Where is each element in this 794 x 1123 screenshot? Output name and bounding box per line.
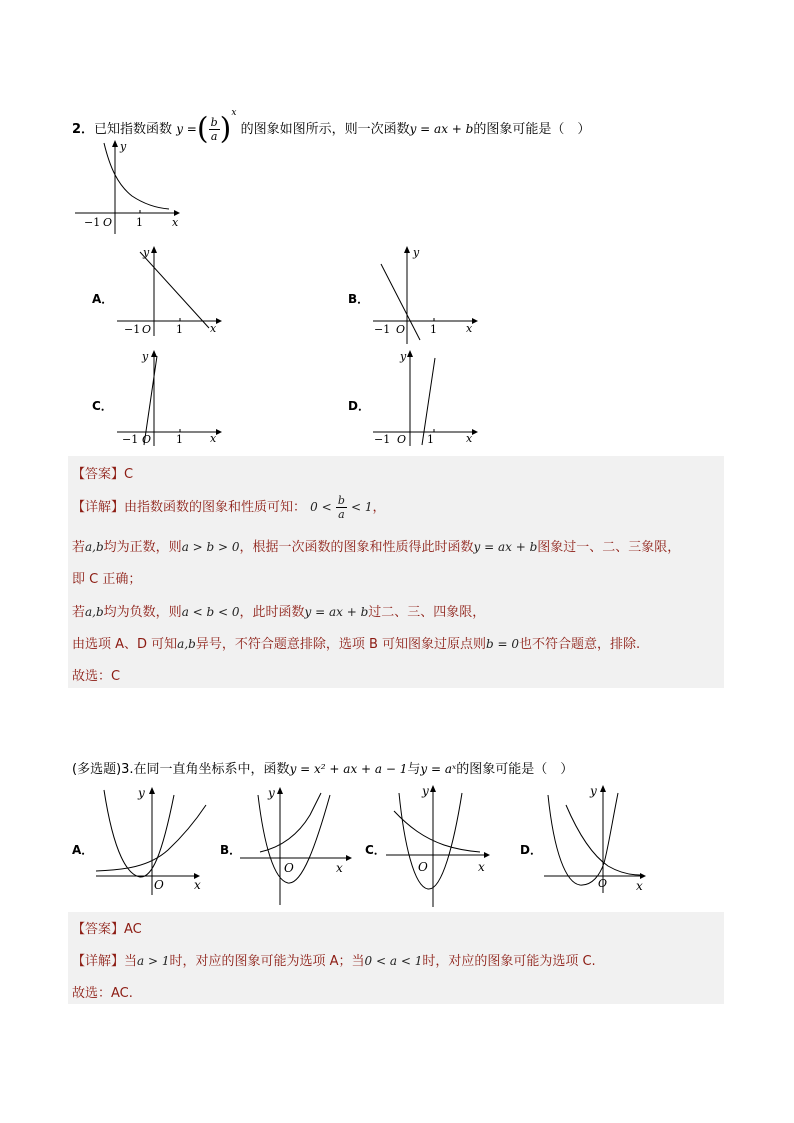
axis-x-label: x <box>636 879 643 893</box>
answer-row <box>72 918 142 937</box>
axis-y-label: y <box>143 246 150 259</box>
axis-x-label: x <box>172 216 179 229</box>
text: 时，对应的图象可能为选项 A；当 <box>169 954 365 969</box>
tick-neg1: −1 <box>374 323 391 336</box>
tick-1: 1 <box>427 433 434 446</box>
explanation-label: 【详解】 <box>72 500 125 515</box>
tick-neg1: −1 <box>124 323 141 336</box>
explanation-line <box>72 633 640 652</box>
answer-box-q2 <box>68 456 724 688</box>
option-b-label: B． <box>220 843 242 857</box>
exponential-function: y = aˣ <box>420 762 457 776</box>
explanation-row <box>72 950 596 969</box>
punct: ， <box>372 500 386 515</box>
axis-y-label: y <box>120 140 127 153</box>
axis-x-label: x <box>336 861 343 875</box>
frac-numerator: b <box>337 494 345 507</box>
answer-value: AC <box>124 922 142 937</box>
tick-1: 1 <box>136 216 143 229</box>
option-a-graph <box>112 244 224 336</box>
text: 也不符合题意，排除. <box>519 637 641 652</box>
text: 故选：C <box>72 669 121 684</box>
text: 过二、三、四象限， <box>368 605 486 620</box>
text: 即 C 正确； <box>72 572 142 587</box>
axis-x-label: x <box>478 860 485 874</box>
axis-y-label: y <box>142 350 149 363</box>
origin-label: O <box>142 323 152 336</box>
text: 故选：AC. <box>72 986 133 1001</box>
text: 若 <box>72 540 86 555</box>
axis-y-label: y <box>422 784 429 798</box>
tick-neg1: −1 <box>122 433 139 446</box>
linear-function: y = ax + b <box>409 122 474 136</box>
question-text-pre: 已知指数函数 <box>94 122 173 137</box>
math-inline: a > b > 0 <box>181 540 240 554</box>
math-inline: b = 0 <box>486 637 520 651</box>
question-text-pre: (多选题)3.在同一直角坐标系中，函数 <box>72 762 290 777</box>
text: 时，对应的图象可能为选项 C. <box>422 954 596 969</box>
final-choice <box>72 665 120 684</box>
tick-neg1: −1 <box>374 433 391 446</box>
axis-y-label: y <box>400 350 407 363</box>
text: ，根据一次函数的图象和性质得此时函数 <box>239 540 474 555</box>
text: 异号，不符合题意排除，选项 B 可知图象过原点则 <box>195 637 487 652</box>
q3-option-c-graph <box>384 783 496 907</box>
explanation-row <box>72 494 386 521</box>
q3-option-d-graph <box>542 783 654 893</box>
text: 图象过一、二、三象限， <box>537 540 681 555</box>
question-text-post: 的图象可能是（ ） <box>473 122 591 137</box>
option-b-graph <box>368 244 480 344</box>
explanation-label: 【详解】 <box>72 954 125 969</box>
axis-x-label: x <box>466 322 473 335</box>
option-c-label: C． <box>365 843 386 857</box>
tick-1: 1 <box>430 323 437 336</box>
option-c-label: C． <box>92 399 113 413</box>
axis-y-label: y <box>590 784 597 798</box>
explanation-line <box>72 601 485 620</box>
exp-func-lhs: y = <box>176 122 197 136</box>
text: 当 <box>124 954 138 969</box>
question-text-mid: 与 <box>407 762 421 777</box>
math-inline: y = ax + b <box>473 540 538 554</box>
origin-label: O <box>103 216 113 229</box>
explanation-line <box>72 568 141 587</box>
origin-label: O <box>284 861 294 875</box>
fraction-b-over-a <box>336 494 347 521</box>
fraction-b-over-a <box>209 116 220 143</box>
math-inline: a < b < 0 <box>181 605 240 619</box>
text: 若 <box>72 605 86 620</box>
frac-denominator: a <box>338 508 345 521</box>
tick-1: 1 <box>176 433 183 446</box>
answer-row <box>72 463 133 482</box>
answer-label: 【答案】 <box>72 467 125 482</box>
frac-numerator: b <box>210 116 218 129</box>
quadratic-function: y = x² + ax + a − 1 <box>289 762 408 776</box>
axis-x-label: x <box>194 878 201 892</box>
axis-x-label: x <box>210 432 217 445</box>
explanation-line <box>72 536 680 555</box>
question-number: 2． <box>72 122 95 137</box>
axis-x-label: x <box>466 432 473 445</box>
text: 均为负数，则 <box>103 605 182 620</box>
math-inline: y = ax + b <box>304 605 369 619</box>
q3-option-b-graph <box>238 785 356 905</box>
axis-x-label: x <box>210 322 217 335</box>
origin-label: O <box>598 877 608 890</box>
axis-y-label: y <box>413 246 420 259</box>
final-choice <box>72 982 133 1001</box>
axis-y-label: y <box>138 786 145 800</box>
origin-label: O <box>154 878 164 892</box>
math-inline: a,b <box>85 605 104 619</box>
tick-neg1: −1 <box>84 216 101 229</box>
answer-box-q3 <box>68 912 724 1004</box>
math-inline: a > 1 <box>137 954 170 968</box>
axis-y-label: y <box>268 786 275 800</box>
option-a-label: A． <box>72 843 94 857</box>
answer-label: 【答案】 <box>72 922 125 937</box>
exponent: x <box>231 108 237 118</box>
option-a-label: A． <box>92 292 114 306</box>
math-inline: a,b <box>85 540 104 554</box>
text: 由选项 A、D 可知 <box>72 637 178 652</box>
left-paren: ( <box>196 111 209 147</box>
math-inline: 0 < a < 1 <box>364 954 423 968</box>
right-paren: ) <box>219 111 232 147</box>
origin-label: O <box>418 860 428 874</box>
question-text-post: 的图象可能是（ ） <box>456 762 574 777</box>
origin-label: O <box>142 433 152 446</box>
option-d-graph <box>368 348 480 446</box>
option-d-label: D． <box>348 399 370 413</box>
math-inline: a,b <box>177 637 196 651</box>
exponential-function-graph <box>70 138 182 234</box>
explanation-text: 由指数函数的图象和性质可知： <box>124 500 307 515</box>
tick-1: 1 <box>176 323 183 336</box>
answer-value: C <box>124 467 134 482</box>
math-inline: 0 < <box>310 500 332 514</box>
origin-label: O <box>397 433 407 446</box>
text: 均为正数，则 <box>103 540 182 555</box>
option-d-label: D． <box>520 843 542 857</box>
question-text-mid: 的图象如图所示，则一次函数 <box>240 122 410 137</box>
math-inline: < 1 <box>351 500 373 514</box>
text: ，此时函数 <box>239 605 305 620</box>
q3-option-a-graph <box>94 785 212 895</box>
frac-denominator: a <box>210 130 218 143</box>
option-b-label: B． <box>348 292 370 306</box>
origin-label: O <box>396 323 406 336</box>
option-c-graph <box>112 348 224 446</box>
question-3-stem <box>72 760 573 779</box>
